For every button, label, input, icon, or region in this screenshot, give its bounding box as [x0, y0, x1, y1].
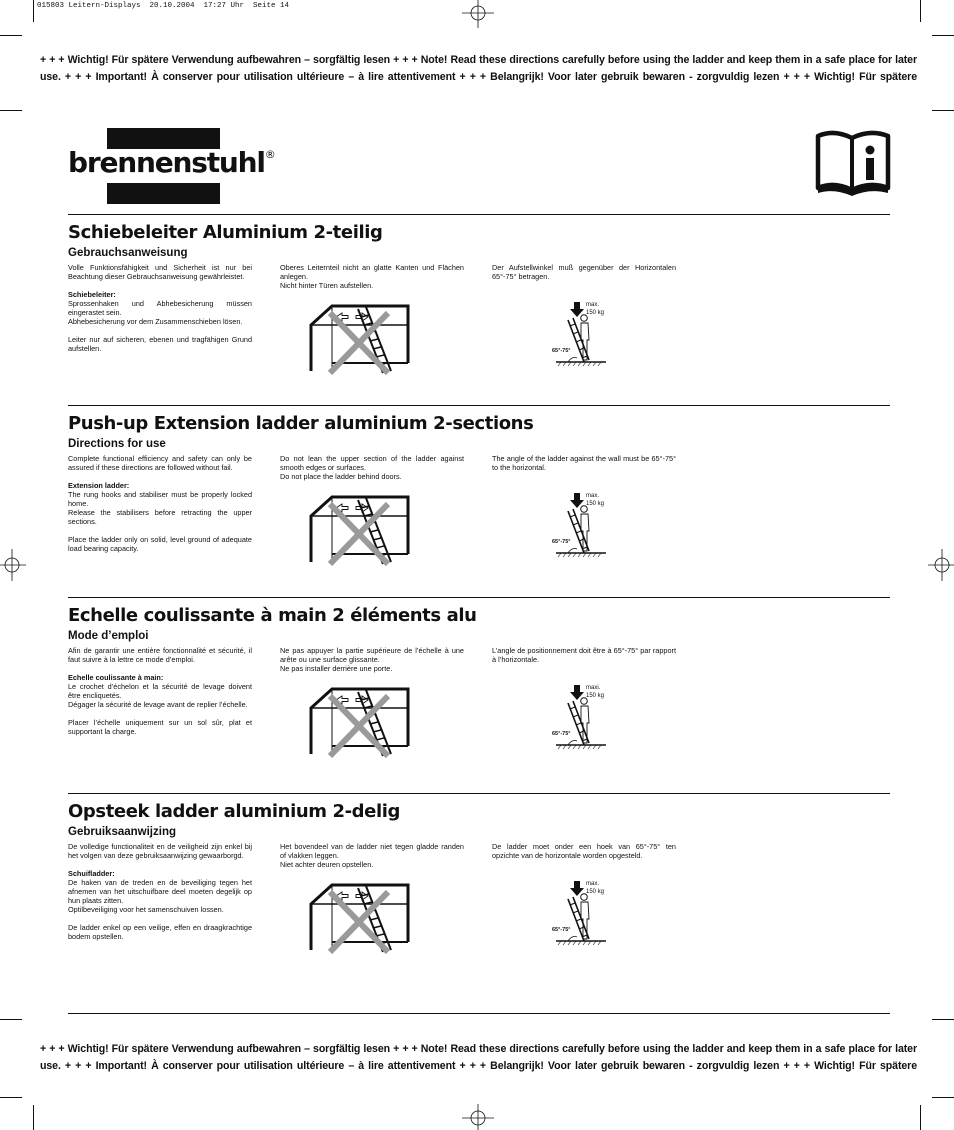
brand-logo: [68, 128, 275, 204]
section-rule: [68, 214, 890, 215]
house-ladder-prohibited-icon: [308, 303, 412, 375]
section-rule: [68, 405, 890, 406]
col1-heading: Extension ladder:: [68, 481, 130, 490]
crop-mark: [0, 110, 22, 111]
angle-label: 65°-75°: [552, 927, 571, 933]
col1-hooks: De haken van de treden en de beveiliging tegen het afnemen van het uitschuifbare deel moeten degelijk op hun plaats zitten.: [68, 878, 252, 905]
banner-line-2: use. + + + Important! À conserver pour utilisation ultérieure – à lire attentivement + + + Belangrijk! Voor later gebruik bewaren - zorgvuldig lezen + + + Wichtig! Für spätere: [40, 1060, 917, 1072]
warning-banner-top: [40, 52, 917, 86]
max-load-label: max.: [586, 302, 600, 308]
logo-bar-bottom: [107, 183, 220, 204]
crop-mark: [932, 35, 954, 36]
col1-intro: Complete functional efficiency and safety can only be assured if these directions are followed without fail.: [68, 454, 252, 472]
max-load-value: 150 kg: [586, 889, 605, 895]
col1-ground: Leiter nur auf sicheren, ebenen und tragfähigen Grund aufstellen.: [68, 335, 252, 353]
crop-mark: [33, 1105, 34, 1130]
section-rule: [68, 597, 890, 598]
crop-mark: [920, 1105, 921, 1130]
col1-block: [68, 869, 252, 914]
registration-mark-bottom: [458, 1102, 498, 1130]
angle-label: 65°-75°: [552, 539, 571, 545]
section-column-1: [68, 454, 252, 562]
house-ladder-prohibited-icon: [308, 882, 412, 954]
section-column-1: [68, 263, 252, 362]
section-title: Opsteek ladder aluminium 2-delig: [68, 801, 400, 822]
col1-ground: De ladder enkel op een veilige, effen en draagkrachtige bodem opstellen.: [68, 923, 252, 941]
section-column-1: [68, 842, 252, 950]
ladder-angle-figure: [552, 296, 622, 368]
house-ladder-prohibited-icon: [308, 494, 412, 566]
col1-release: Dégager la sécurité de levage avant de replier l’échelle.: [68, 700, 248, 709]
max-load-value: 150 kg: [586, 693, 605, 699]
logo-registered: ®: [264, 148, 275, 161]
registration-mark-top: [458, 0, 498, 30]
banner-line-1: + + + Wichtig! Für spätere Verwendung aufbewahren – sorgfältig lesen + + + Note! Read these directions carefully before using the ladder and keep them in a safe place for later: [40, 54, 917, 66]
col1-block: [68, 290, 252, 326]
col1-intro: De volledige functionaliteit en de veiligheid zijn enkel bij het volgen van deze gebruiksaanwijzing gewaarborgd.: [68, 842, 252, 860]
max-load-label: max.: [586, 881, 600, 887]
col1-heading: Echelle coulissante à main:: [68, 673, 164, 682]
section-subtitle: Gebruiksaanwijzing: [68, 826, 176, 838]
crop-mark: [932, 1097, 954, 1098]
section-title: Schiebeleiter Aluminium 2-teilig: [68, 222, 383, 243]
col1-heading: Schiebeleiter:: [68, 290, 116, 299]
section-column-3: [492, 263, 676, 281]
col1-block: [68, 481, 252, 526]
logo-name: brennenstuhl: [68, 146, 265, 179]
section-column-3: [492, 454, 676, 472]
col1-heading: Schuifladder:: [68, 869, 115, 878]
crop-mark: [0, 35, 22, 36]
crop-mark: [0, 1019, 22, 1020]
col3-angle: De ladder moet onder een hoek van 65°-75° ten opzichte van de horizontale worden opgesteld.: [492, 842, 676, 860]
angle-label: 65°-75°: [552, 348, 571, 354]
col1-release: Release the stabilisers before retracting the upper sections.: [68, 508, 252, 526]
section-column-3: [492, 842, 676, 860]
col3-angle: The angle of the ladder against the wall must be 65°-75° to the horizontal.: [492, 454, 676, 472]
section-column-2: [280, 646, 464, 673]
col2-edges: Oberes Leiternteil nicht an glatte Kanten und Flächen anlegen.: [280, 263, 464, 281]
footer-rule: [68, 1013, 890, 1014]
col1-hooks: The rung hooks and stabiliser must be properly locked home.: [68, 490, 252, 508]
col1-intro: Volle Funktionsfähigkeit und Sicherheit ist nur bei Beachtung dieser Gebrauchsanweisung gewährleistet.: [68, 263, 252, 281]
col1-ground: Place the ladder only on solid, level ground of adequate load bearing capacity.: [68, 535, 252, 553]
section-rule: [68, 793, 890, 794]
section-column-2: [280, 454, 464, 481]
col2-edges: Do not lean the upper section of the ladder against smooth edges or surfaces.: [280, 454, 464, 472]
crop-mark: [932, 110, 954, 111]
warning-banner-bottom: [40, 1041, 917, 1075]
banner-line-1: + + + Wichtig! Für spätere Verwendung aufbewahren – sorgfältig lesen + + + Note! Read these directions carefully before using the ladder and keep them in a safe place for later: [40, 1043, 917, 1055]
house-ladder-prohibited-icon: [308, 686, 412, 758]
col1-hooks: Le crochet d’échelon et la sécurité de levage doivent être encliquetés.: [68, 682, 252, 700]
col1-intro: Afin de garantir une entière fonctionnalité et sécurité, il faut suivre à la lettre ce mode d’emploi.: [68, 646, 252, 664]
section-title: Echelle coulissante à main 2 éléments alu: [68, 605, 477, 626]
banner-line-2: use. + + + Important! À conserver pour utilisation ultérieure – à lire attentivement + + + Belangrijk! Voor later gebruik bewaren - zorgvuldig lezen + + + Wichtig! Für spätere: [40, 71, 917, 83]
col2-edges: Het bovendeel van de ladder niet tegen gladde randen of vlakken leggen.: [280, 842, 464, 860]
col1-hooks: Sprossenhaken und Abhebesicherung müssen eingerastet sein.: [68, 299, 252, 317]
registration-mark-left: [0, 545, 28, 585]
col2-doors: Ne pas installer derrière une porte.: [280, 664, 393, 673]
crop-mark: [33, 0, 34, 22]
section-subtitle: Mode d’emploi: [68, 630, 149, 642]
col3-angle: Der Aufstellwinkel muß gegenüber der Horizontalen 65°-75° betragen.: [492, 263, 676, 281]
section-column-1: [68, 646, 252, 745]
ladder-angle-figure: [552, 487, 622, 559]
section-column-2: [280, 263, 464, 290]
col1-release: Abhebesicherung vor dem Zusammenschieben lösen.: [68, 317, 243, 326]
ladder-angle-figure: [552, 679, 622, 751]
max-load-label: max.: [586, 493, 600, 499]
crop-mark: [0, 1097, 22, 1098]
info-book-icon: [814, 130, 892, 196]
print-slug: 015803 Leitern-Displays 20.10.2004 17:27 Uhr Seite 14: [37, 2, 290, 10]
section-column-2: [280, 842, 464, 869]
section-subtitle: Gebrauchsanweisung: [68, 247, 188, 259]
section-title: Push-up Extension ladder aluminium 2-sections: [68, 413, 534, 434]
col2-doors: Nicht hinter Türen aufstellen.: [280, 281, 374, 290]
angle-label: 65°-75°: [552, 731, 571, 737]
section-subtitle: Directions for use: [68, 438, 166, 450]
logo-wordmark: [68, 146, 275, 179]
col1-ground: Placer l’échelle uniquement sur un sol sûr, plat et supportant la charge.: [68, 718, 252, 736]
col2-edges: Ne pas appuyer la partie supérieure de l’échelle à une arête ou une surface glissante.: [280, 646, 464, 664]
max-load-label: maxi.: [586, 685, 601, 691]
max-load-value: 150 kg: [586, 501, 605, 507]
col1-release: Optilbeveiliging voor het samenschuiven lossen.: [68, 905, 224, 914]
crop-mark: [920, 0, 921, 22]
col3-angle: L’angle de positionnement doit être à 65°-75° par rapport à l’horizontale.: [492, 646, 676, 664]
col2-doors: Niet achter deuren opstellen.: [280, 860, 374, 869]
section-column-3: [492, 646, 676, 664]
ladder-angle-figure: [552, 875, 622, 947]
col2-doors: Do not place the ladder behind doors.: [280, 472, 402, 481]
max-load-value: 150 kg: [586, 310, 605, 316]
col1-block: [68, 673, 252, 709]
crop-mark: [932, 1019, 954, 1020]
registration-mark-right: [926, 545, 954, 585]
